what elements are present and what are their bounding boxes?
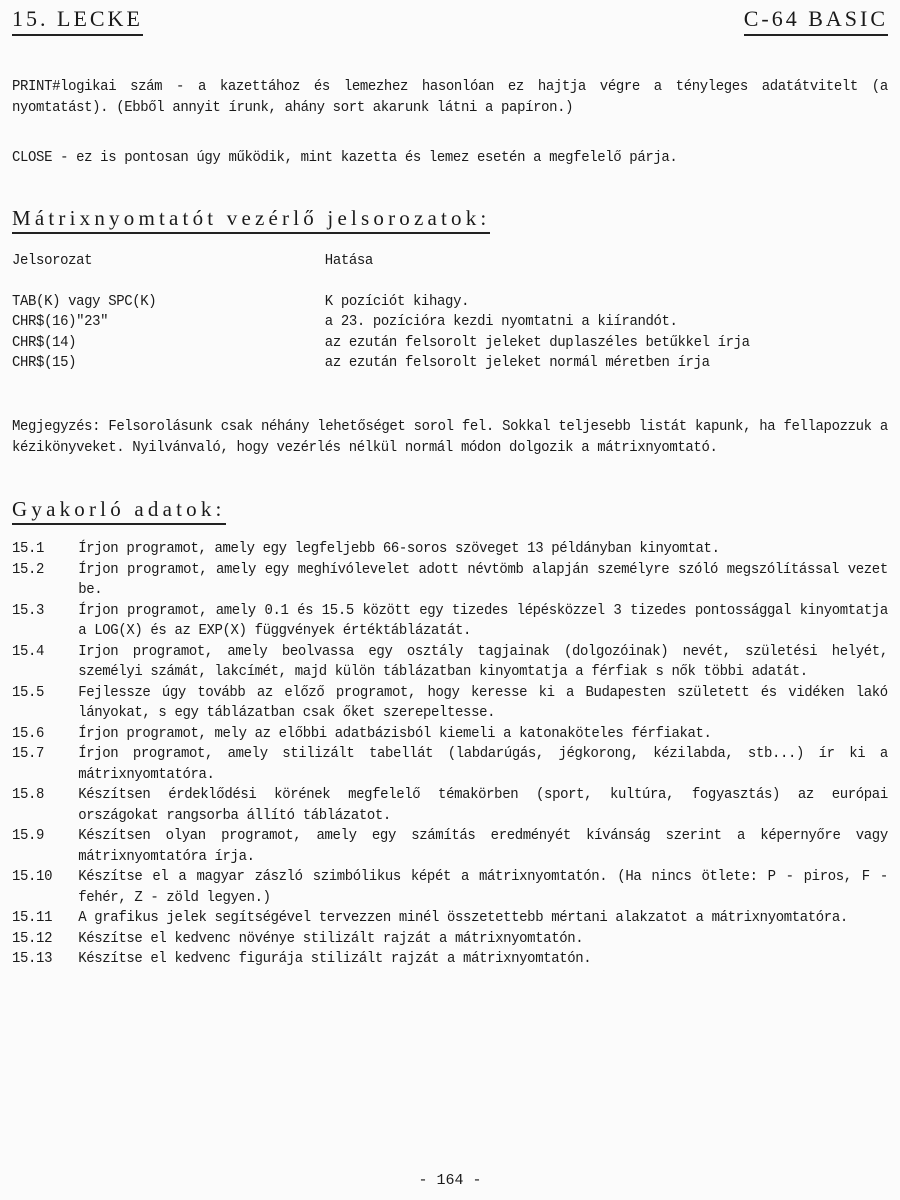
exercise-text: Készítsen olyan programot, amely egy számítás eredményét kívánság szerint a képernyőre vagy mátrixnyomtatóra írja.: [78, 826, 888, 865]
exercise-number: 15.1: [12, 539, 45, 557]
list-item: [12, 559, 888, 600]
intro-paragraph: CLOSE - ez is pontosan úgy működik, mint kazetta és lemez esetén a megfelelő párja.: [12, 148, 678, 166]
sequence-code: CHR$(14): [12, 332, 77, 351]
exercise-number: 15.13: [12, 949, 53, 967]
exercise-number: 15.7: [12, 744, 45, 762]
exercise-text: Írjon programot, amely stilizált tabellát (labdarúgás, jégkorong, kézilabda, stb...) ír ki a mátrixnyomtatóra.: [78, 744, 888, 783]
exercise-text: Írjon programot, amely 0.1 és 15.5 között egy tizedes lépésközzel 3 tizedes pontossággal kinyomtatja a LOG(X) és az EXP(X) függvények értéktáblázatát.: [78, 600, 888, 639]
intro-print-paragraph: [12, 76, 888, 117]
section-heading-control-sequences: Mátrixnyomtatót vezérlő jelsorozatok:: [12, 206, 490, 234]
exercise-text: Írjon programot, amely egy legfeljebb 66-soros szöveget 13 példányban kinyomtat.: [78, 539, 720, 557]
note-text: Megjegyzés: Felsorolásunk csak néhány lehetőséget sorol fel. Sokkal teljesebb listát kapunk, ha fellapozzuk a kézikönyveket. Nyilvánvaló, hogy vezérlés nélkül normál módon dolgozik a mátrixnyomtató.: [12, 417, 888, 456]
exercise-text: Írjon programot, mely az előbbi adatbázisból kiemeli a katonaköteles férfiakat.: [78, 723, 712, 742]
exercise-text: Készítsen érdeklődési körének megfelelő témakörben (sport, kultúra, fogyasztás) az európai országokat rangsorba állító táblázatot.: [78, 785, 888, 824]
exercise-list: [12, 538, 888, 969]
exercise-number: 15.9: [12, 826, 45, 844]
exercise-number: 15.6: [12, 723, 45, 742]
column-header: Jelsorozat: [12, 251, 93, 269]
exercise-number: 15.12: [12, 928, 53, 947]
lesson-title: 15. LECKE: [12, 6, 143, 36]
exercise-number: 15.11: [12, 908, 53, 926]
table-header-row: [12, 250, 888, 271]
list-item: [12, 866, 888, 907]
sequence-effect: K pozíciót kihagy.: [324, 291, 470, 310]
intro-close-paragraph: [12, 147, 888, 168]
section-heading-exercises: Gyakorló adatok:: [12, 497, 226, 525]
exercise-number: 15.10: [12, 867, 53, 885]
list-item: [12, 641, 888, 682]
list-item: [12, 784, 888, 825]
list-item: [12, 825, 888, 866]
exercise-number: 15.8: [12, 785, 45, 803]
list-item: [12, 928, 888, 949]
sequence-code: CHR$(15): [12, 353, 77, 371]
exercise-text: Írjon programot, amely egy meghívólevelet adott névtömb alapján személyre szóló megszólítással vezet be.: [78, 559, 888, 598]
exercise-text: Készítse el kedvenc növénye stilizált rajzát a mátrixnyomtatón.: [78, 928, 584, 947]
exercise-text: Készítse el kedvenc figurája stilizált rajzát a mátrixnyomtatón.: [78, 949, 592, 967]
sequence-code: TAB(K) vagy SPC(K): [12, 291, 157, 310]
sequence-effect: az ezután felsorolt jeleket normál méretben írja: [324, 353, 710, 371]
exercise-number: 15.3: [12, 600, 45, 619]
control-sequence-table: [12, 250, 888, 373]
exercise-text: Készítse el a magyar zászló szimbólikus képét a mátrixnyomtatón. (Ha nincs ötlete: P - piros, F - fehér, Z - zöld legyen.): [78, 867, 888, 906]
list-item: [12, 907, 888, 928]
table-row: [12, 332, 888, 353]
list-item: [12, 538, 888, 559]
sequence-effect: az ezután felsorolt jeleket duplaszéles betűkkel írja: [324, 332, 750, 351]
table-row: [12, 311, 888, 332]
page-number: - 164 -: [418, 1172, 482, 1189]
list-item: [12, 682, 888, 723]
column-header: Hatása: [324, 251, 373, 269]
list-item: [12, 948, 888, 969]
list-item: [12, 743, 888, 784]
list-item: [12, 723, 888, 744]
book-title: C-64 BASIC: [744, 6, 888, 36]
list-item: [12, 600, 888, 641]
table-row: [12, 352, 888, 373]
exercise-number: 15.4: [12, 641, 45, 660]
exercise-number: 15.2: [12, 559, 45, 578]
table-row: [12, 291, 888, 312]
intro-paragraph: PRINT#logikai szám - a kazettához és lemezhez hasonlóan ez hajtja végre a tényleges adatátvitelt (a nyomtatást). (Ebből annyit írunk, ahány sort akarunk látni a papíron.): [12, 77, 888, 116]
note-paragraph: [12, 416, 888, 457]
exercise-text: Fejlessze úgy tovább az előző programot, hogy keresse ki a Budapesten született és vidéken lakó lányokat, s egy táblázatban csak őket szerepeltesse.: [78, 682, 888, 721]
sequence-effect: a 23. pozícióra kezdi nyomtatni a kiírandót.: [324, 312, 678, 330]
sequence-code: CHR$(16)"23": [12, 312, 109, 330]
exercise-number: 15.5: [12, 682, 45, 701]
exercise-text: Irjon programot, amely beolvassa egy osztály tagjainak (dolgozóinak) nevét, születési helyét, személyi számát, lakcímét, majd külön táblázatban kinyomtatja a férfiak s nők többi adatát.: [78, 641, 888, 680]
exercise-text: A grafikus jelek segítségével tervezzen minél összetettebb mértani alakzatot a mátrixnyomtatóra.: [78, 908, 848, 926]
